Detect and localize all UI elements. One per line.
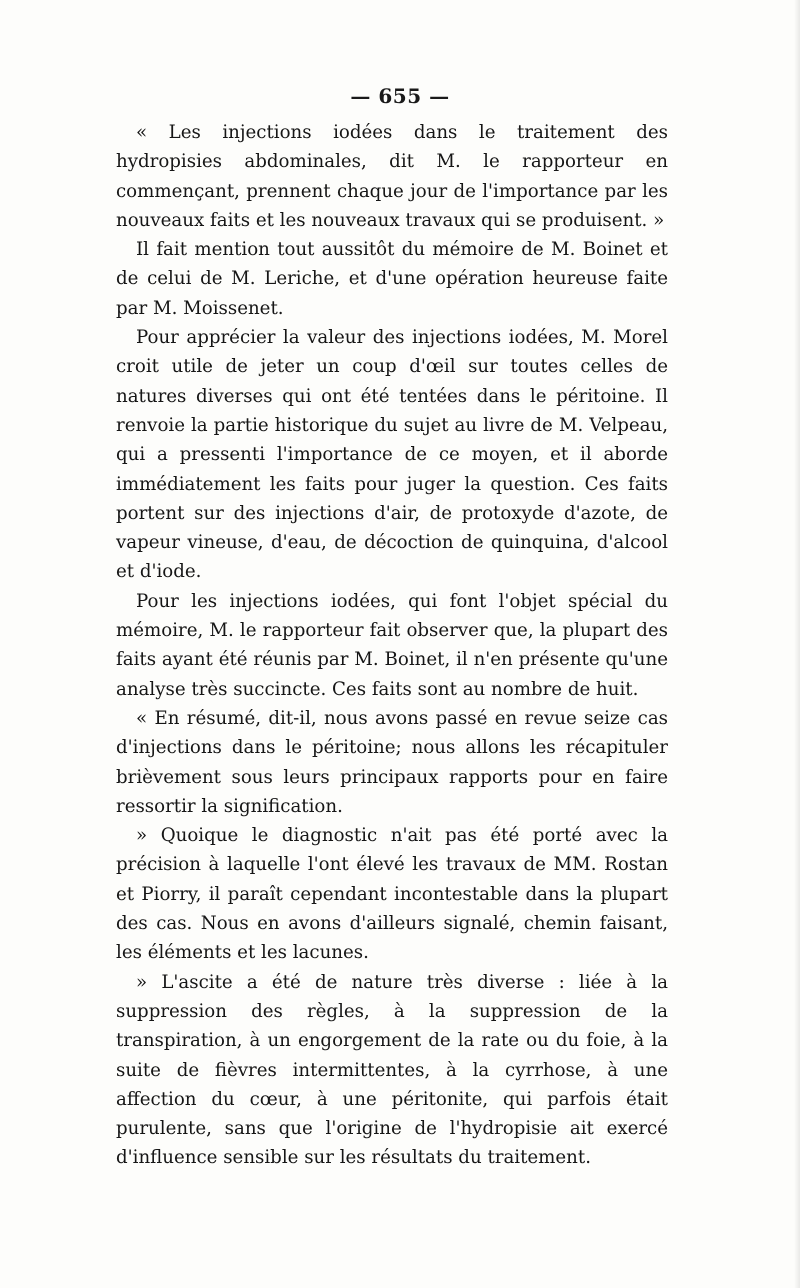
paragraph: « Les injections iodées dans le traitement des hydropisies abdominales, dit M. le rapporteur en commençant, prennent chaque jour de l'importance par les nouveaux faits et les nouveaux travaux qui se produisent. » xyxy=(116,122,668,231)
page-number: — 655 — xyxy=(350,84,450,108)
paragraph: Pour les injections iodées, qui font l'objet spécial du mémoire, M. le rapporteur fait observer que, la plupart des faits ayant été réunis par M. Boinet, il n'en présente qu'une analyse très succincte. Ces faits sont au nombre de huit. xyxy=(116,590,668,700)
paragraph: » Quoique le diagnostic n'ait pas été porté avec la précision à laquelle l'ont élevé les travaux de MM. Rostan et Piorry, il paraît cependant incontestable dans la plupart des cas. Nous en avons d'ailleurs signalé, chemin faisant, les éléments et les lacunes. xyxy=(116,825,668,964)
paragraph: Pour apprécier la valeur des injections iodées, M. Morel croit utile de jeter un coup d'œil sur toutes celles de natures diverses qui ont été tentées dans le péritoine. Il renvoie la partie historique du sujet au livre de M. Velpeau, qui a pressenti l'importance de ce moyen, et il aborde immédiatement les faits pour juger la question. Ces faits portent sur des injections d'air, de protoxyde d'azote, de vapeur vineuse, d'eau, de décoction de quinquina, d'alcool et d'iode. xyxy=(116,327,668,583)
paragraph: Il fait mention tout aussitôt du mémoire de M. Boinet et de celui de M. Leriche, et d'une opération heureuse faite par M. Moissenet. xyxy=(116,239,668,319)
page-edge-shadow xyxy=(794,0,800,1288)
paragraph: » L'ascite a été de nature très diverse : liée à la suppression des règles, à la suppression de la transpiration, à un engorgement de la rate ou du foie, à la suite de fièvres intermittentes, à la cyrrhose, à une affection du cœur, à une péritonite, qui parfois était purulente, sans que l'origine de l'hydropisie ait exercé d'influence sensible sur les résultats du traitement. xyxy=(116,971,668,1169)
body-text xyxy=(116,118,668,1173)
paragraph: « En résumé, dit-il, nous avons passé en revue seize cas d'injections dans le péritoine; nous allons les récapituler brièvement sous leurs principaux rapports pour en faire ressortir la signification. xyxy=(116,707,668,817)
